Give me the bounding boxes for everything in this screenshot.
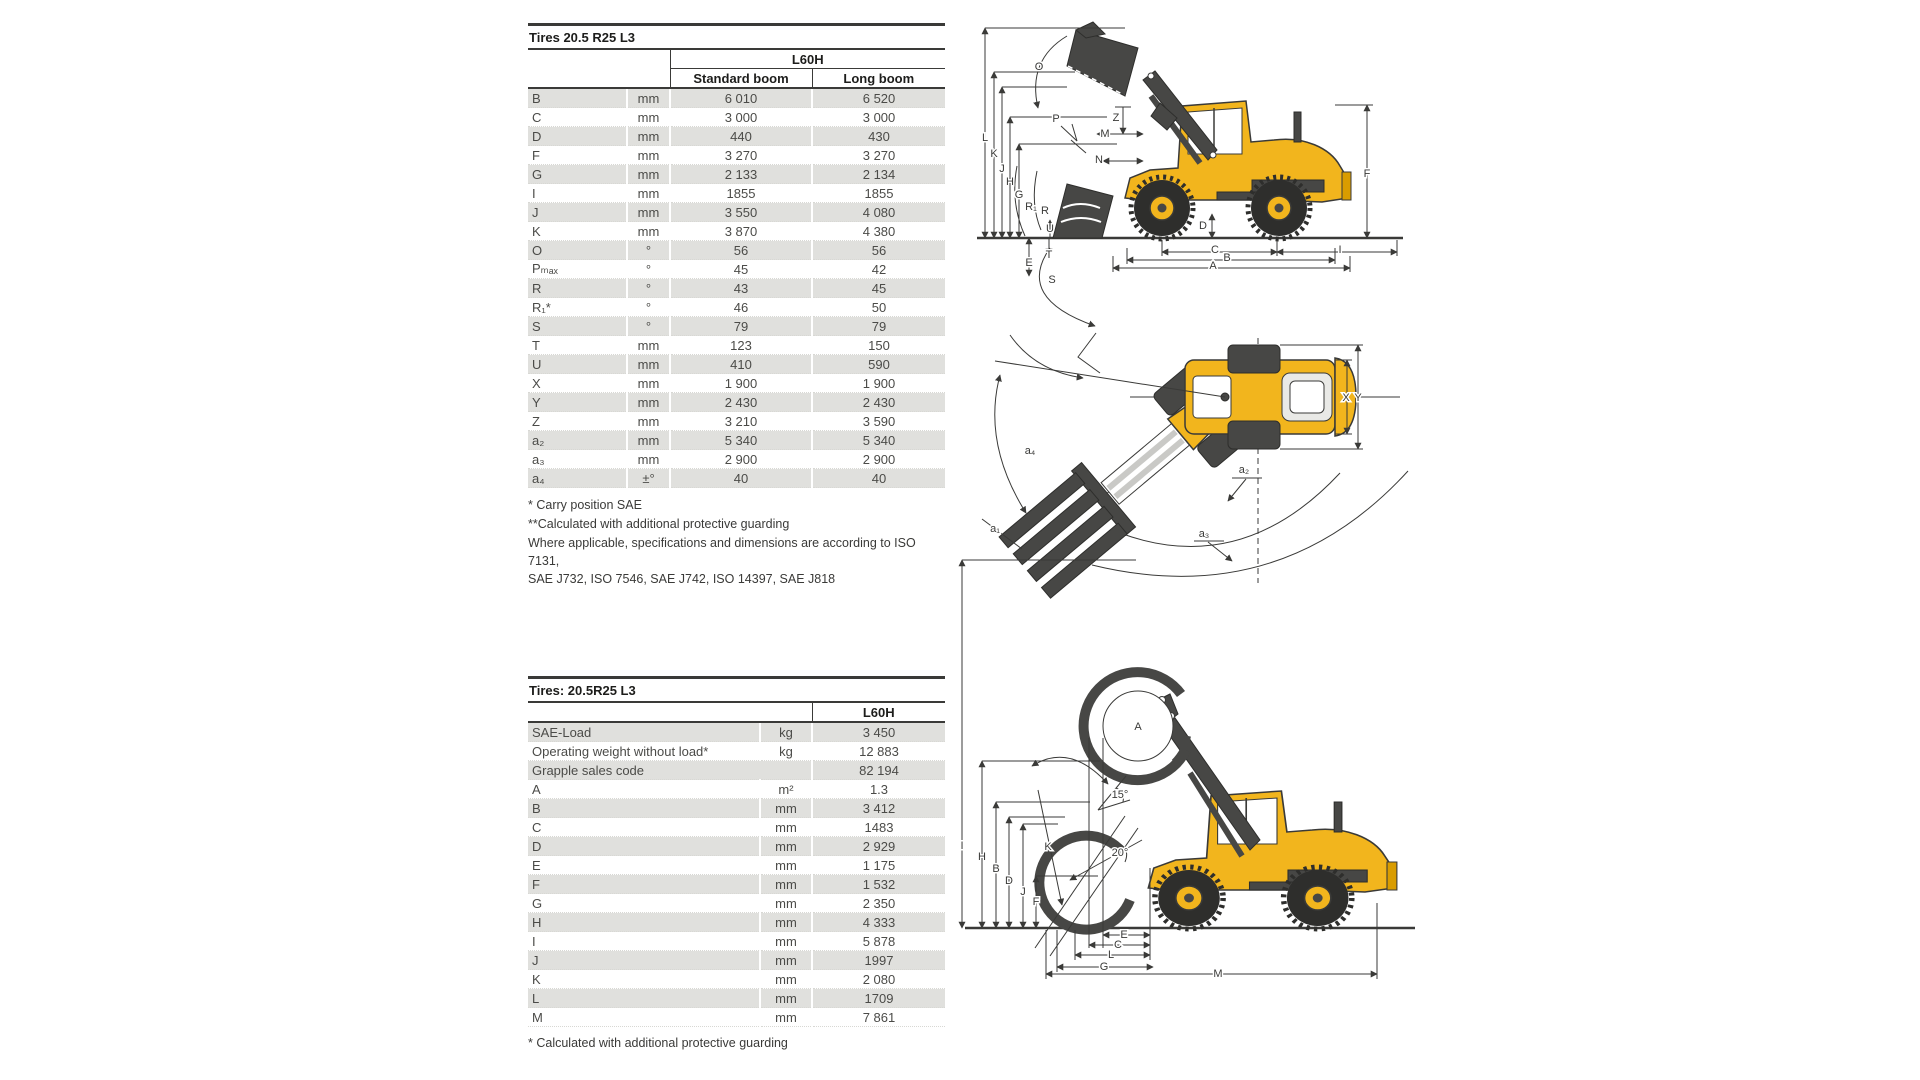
table1-title: Tires 20.5 R25 L3 (528, 26, 945, 50)
dimension-label-I: I (960, 840, 964, 852)
spec-unit: mm (760, 894, 812, 913)
dimension-label-a₄: a₄ (1024, 445, 1036, 457)
spec-unit: mm (760, 799, 812, 818)
table-row (528, 875, 945, 894)
spec-label: J (528, 951, 760, 970)
spec-unit: mm (627, 203, 670, 222)
dimension-label-E: E (1025, 257, 1033, 269)
dimension-label-L: L (1107, 949, 1115, 961)
spec-unit: mm (760, 837, 812, 856)
spec-unit: mm (760, 970, 812, 989)
inner-turning-arc (1120, 473, 1340, 547)
spec-label: M (528, 1008, 760, 1027)
table-row (528, 932, 945, 951)
spec-label: E (528, 856, 760, 875)
spec-value-long: 430 (812, 127, 945, 146)
spec-unit: mm (627, 222, 670, 241)
spec-value-long: 56 (812, 241, 945, 260)
table-row (528, 184, 945, 203)
spec-unit: mm (760, 818, 812, 837)
spec-unit: mm (760, 1008, 812, 1027)
table-row (528, 298, 945, 317)
spec-value-long: 45 (812, 279, 945, 298)
spec-value: 4 333 (812, 913, 945, 932)
table-row (528, 894, 945, 913)
spec-unit: mm (627, 393, 670, 412)
dimension-label-Z: Z (1112, 112, 1120, 124)
spec-value-long: 3 000 (812, 108, 945, 127)
table-row (528, 450, 945, 469)
table-row (528, 970, 945, 989)
dimension-label-L: L (981, 132, 989, 144)
spec-label: F (528, 875, 760, 894)
spec-value-long: 4 080 (812, 203, 945, 222)
spec-label: B (528, 88, 627, 108)
spec-label: S (528, 317, 627, 336)
spec-value: 1 175 (812, 856, 945, 875)
spec-unit: kg (760, 742, 812, 761)
dimension-label-E: E (1120, 929, 1128, 941)
spec-label: SAE-Load (528, 722, 760, 742)
spec-label: D (528, 837, 760, 856)
dimension-label-D: D (1199, 220, 1207, 232)
spec-value-standard: 45 (670, 260, 812, 279)
spec-value-standard: 46 (670, 298, 812, 317)
table-row (528, 951, 945, 970)
spec-label: F (528, 146, 627, 165)
spec-value-standard: 2 430 (670, 393, 812, 412)
spec-label: R₁* (528, 298, 627, 317)
table-row (528, 279, 945, 298)
dimension-label-X: X (1342, 392, 1350, 404)
spec-label: Operating weight without load* (528, 742, 760, 761)
spec-value-standard: 79 (670, 317, 812, 336)
table-row (528, 203, 945, 222)
dimension-label-B: B (992, 863, 1000, 875)
table2-footnote: * Calculated with additional protective guarding (528, 1036, 788, 1050)
table-row (528, 336, 945, 355)
spec-value-standard: 3 000 (670, 108, 812, 127)
spec-value: 1709 (812, 989, 945, 1008)
table-row (528, 742, 945, 761)
grapple-spec-table (528, 703, 945, 1027)
spec-label: X (528, 374, 627, 393)
model-header-row (528, 50, 945, 69)
dimension-label-S: S (1048, 274, 1056, 286)
rear-section-top-view (1185, 345, 1356, 449)
spec-label: T (528, 336, 627, 355)
spec-label: I (528, 932, 760, 951)
spec-value: 7 861 (812, 1008, 945, 1027)
dimension-label-G: G (1014, 189, 1024, 201)
spec-label: a₃ (528, 450, 627, 469)
footnote-standards-line2: SAE J732, ISO 7546, SAE J742, ISO 14397, SAE J818 (528, 572, 836, 586)
spec-value-standard: 43 (670, 279, 812, 298)
dimension-label-20°: 20° (1111, 847, 1129, 859)
dimension-label-G: G (1099, 961, 1109, 973)
dimension-label-U: U (1046, 223, 1054, 235)
spec-unit: mm (627, 431, 670, 450)
spec-unit: mm (760, 932, 812, 951)
table-row (528, 1008, 945, 1027)
table-row (528, 317, 945, 336)
spec-value-long: 4 380 (812, 222, 945, 241)
footnote-guarding: **Calculated with additional protective guarding (528, 517, 790, 531)
footnote-standards-line1: Where applicable, specifications and dimensions are according to ISO 7131, (528, 536, 916, 568)
table-row (528, 127, 945, 146)
spec-label: J (528, 203, 627, 222)
spec-unit: mm (760, 951, 812, 970)
spec-value-standard: 1 900 (670, 374, 812, 393)
dimension-label-a₁: a₁ (990, 523, 1000, 535)
dimension-label-B: B (1223, 252, 1231, 264)
spec-label: C (528, 818, 760, 837)
dimension-label-D: D (1005, 875, 1013, 887)
dimension-label-N: N (1095, 154, 1103, 166)
spec-unit: kg (760, 722, 812, 742)
spec-label: Grapple sales code (528, 761, 812, 780)
spec-value-long: 590 (812, 355, 945, 374)
spec-label: G (528, 894, 760, 913)
long-boom-header: Long boom (812, 69, 945, 89)
spec-unit: ° (627, 298, 670, 317)
spec-value: 12 883 (812, 742, 945, 761)
spec-value-standard: 123 (670, 336, 812, 355)
spec-label: I (528, 184, 627, 203)
spec-value: 1 532 (812, 875, 945, 894)
dimension-label-M: M (1100, 128, 1110, 140)
spec-value: 82 194 (812, 761, 945, 780)
table-row (528, 818, 945, 837)
table1-footnotes (528, 496, 945, 588)
table-row (528, 431, 945, 450)
table-row (528, 761, 945, 780)
dimension-label-F: F (1032, 896, 1040, 908)
spec-unit: mm (627, 412, 670, 431)
dimension-label-J: J (1020, 886, 1026, 898)
empty-header-cell (528, 50, 670, 69)
table-row (528, 260, 945, 279)
dimension-label-a₃: a₃ (1198, 528, 1210, 540)
spec-value-long: 5 340 (812, 431, 945, 450)
dimension-label-Y: Y (1354, 392, 1362, 404)
table-row (528, 722, 945, 742)
spec-value-long: 50 (812, 298, 945, 317)
spec-unit: mm (627, 127, 670, 146)
spec-label: B (528, 799, 760, 818)
dimension-spec-table (528, 50, 945, 488)
spec-value-standard: 1855 (670, 184, 812, 203)
spec-label: a₂ (528, 431, 627, 450)
spec-label: O (528, 241, 627, 260)
dimension-label-P: P (1052, 113, 1060, 125)
spec-value: 3 450 (812, 722, 945, 742)
spec-value-long: 6 520 (812, 88, 945, 108)
model-header: L60H (670, 50, 945, 69)
spec-value: 2 350 (812, 894, 945, 913)
spec-unit: mm (760, 913, 812, 932)
spec-label: K (528, 970, 760, 989)
spec-label: U (528, 355, 627, 374)
spec-unit: mm (627, 108, 670, 127)
dimension-label-R₁: R₁ (1025, 201, 1037, 213)
table-row (528, 374, 945, 393)
spec-unit: mm (627, 184, 670, 203)
spec-label: C (528, 108, 627, 127)
dimension-spec-table-section (528, 23, 945, 588)
spec-value-long: 2 900 (812, 450, 945, 469)
table-row (528, 913, 945, 932)
spec-value: 2 080 (812, 970, 945, 989)
spec-label: a₄ (528, 469, 627, 488)
table-row (528, 355, 945, 374)
dimension-label-R: R (1041, 205, 1049, 217)
spec-label: A (528, 780, 760, 799)
dimension-label-O: O (1034, 61, 1044, 73)
dimension-label-A: A (1134, 721, 1142, 733)
spec-unit: mm (627, 146, 670, 165)
dimension-label-C: C (1114, 939, 1122, 951)
dimension-label-M: M (1213, 968, 1223, 980)
spec-label: Y (528, 393, 627, 412)
spec-value-standard: 3 550 (670, 203, 812, 222)
grapple-dimension-diagram (950, 548, 1420, 1013)
spec-unit: ° (627, 279, 670, 298)
spec-label: R (528, 279, 627, 298)
dimension-label-C: C (1211, 244, 1219, 256)
dimension-label-H: H (978, 851, 986, 863)
model-header: L60H (812, 703, 945, 722)
dimension-label-a₂: a₂ (1238, 464, 1250, 476)
spec-value-long: 1855 (812, 184, 945, 203)
spec-label: H (528, 913, 760, 932)
footnote-carry-position: * Carry position SAE (528, 498, 642, 512)
spec-unit: m² (760, 780, 812, 799)
table-row (528, 108, 945, 127)
spec-value: 2 929 (812, 837, 945, 856)
spec-label: Z (528, 412, 627, 431)
spec-value-standard: 40 (670, 469, 812, 488)
spec-value: 5 878 (812, 932, 945, 951)
spec-label: G (528, 165, 627, 184)
dimension-label-F: F (1363, 168, 1371, 180)
boom-header-row (528, 69, 945, 89)
spec-value-long: 1 900 (812, 374, 945, 393)
table-row (528, 780, 945, 799)
standard-boom-header: Standard boom (670, 69, 812, 89)
spec-label: K (528, 222, 627, 241)
spec-value-long: 40 (812, 469, 945, 488)
spec-value-long: 2 134 (812, 165, 945, 184)
carry-position-bucket (1053, 184, 1113, 238)
model-header-row (528, 703, 945, 722)
spec-value-standard: 6 010 (670, 88, 812, 108)
bucket-strike-line (1078, 333, 1100, 373)
dimension-label-T: T (1045, 249, 1053, 261)
spec-value-standard: 3 870 (670, 222, 812, 241)
spec-value-long: 3 590 (812, 412, 945, 431)
spec-value: 1.3 (812, 780, 945, 799)
spec-value-long: 3 270 (812, 146, 945, 165)
spec-value-standard: 2 900 (670, 450, 812, 469)
grapple-spec-table-section (528, 676, 945, 1053)
raised-boom-and-bucket (1067, 22, 1217, 163)
table-row (528, 469, 945, 488)
table-row (528, 88, 945, 108)
spec-unit: ±° (627, 469, 670, 488)
spec-value-standard: 56 (670, 241, 812, 260)
empty-header-cell (528, 703, 812, 722)
empty-header-cell (528, 69, 670, 89)
spec-value-standard: 3 270 (670, 146, 812, 165)
spec-unit: mm (627, 374, 670, 393)
dimension-label-15°: 15° (1111, 789, 1129, 801)
spec-value: 3 412 (812, 799, 945, 818)
dimension-label-A: A (1209, 260, 1217, 272)
spec-value-long: 79 (812, 317, 945, 336)
spec-unit: mm (760, 856, 812, 875)
table-row (528, 989, 945, 1008)
spec-value-standard: 5 340 (670, 431, 812, 450)
table-row (528, 222, 945, 241)
spec-unit: mm (760, 875, 812, 894)
table-row (528, 146, 945, 165)
table-row (528, 393, 945, 412)
spec-label: D (528, 127, 627, 146)
spec-unit: ° (627, 241, 670, 260)
spec-value-standard: 410 (670, 355, 812, 374)
side-view-dimension-diagram (955, 8, 1415, 343)
s-angle-arc-tail (1010, 335, 1083, 378)
table-row (528, 165, 945, 184)
spec-label: Pₘₐₓ (528, 260, 627, 279)
spec-unit: mm (627, 88, 670, 108)
dimension-label-I: I (1338, 244, 1342, 256)
dimension-label-K: K (990, 148, 998, 160)
spec-unit: mm (627, 336, 670, 355)
spec-unit: ° (627, 317, 670, 336)
spec-value-standard: 440 (670, 127, 812, 146)
dimension-label-J: J (999, 163, 1005, 175)
spec-value: 1483 (812, 818, 945, 837)
table-row (528, 241, 945, 260)
spec-unit: mm (627, 165, 670, 184)
spec-unit: mm (760, 989, 812, 1008)
spec-unit: ° (627, 260, 670, 279)
spec-unit: mm (627, 355, 670, 374)
spec-value-standard: 2 133 (670, 165, 812, 184)
table-row (528, 799, 945, 818)
table-row (528, 856, 945, 875)
angle-annotations (1070, 776, 1142, 880)
table-row (528, 412, 945, 431)
dimension-label-H: H (1006, 176, 1014, 188)
spec-value-long: 2 430 (812, 393, 945, 412)
spec-value-long: 150 (812, 336, 945, 355)
spec-unit: mm (627, 450, 670, 469)
spec-value-long: 42 (812, 260, 945, 279)
dimension-label-K: K (1044, 841, 1052, 853)
spec-value: 1997 (812, 951, 945, 970)
spec-value-standard: 3 210 (670, 412, 812, 431)
table2-title: Tires: 20.5R25 L3 (528, 679, 945, 703)
spec-label: L (528, 989, 760, 1008)
table-row (528, 837, 945, 856)
